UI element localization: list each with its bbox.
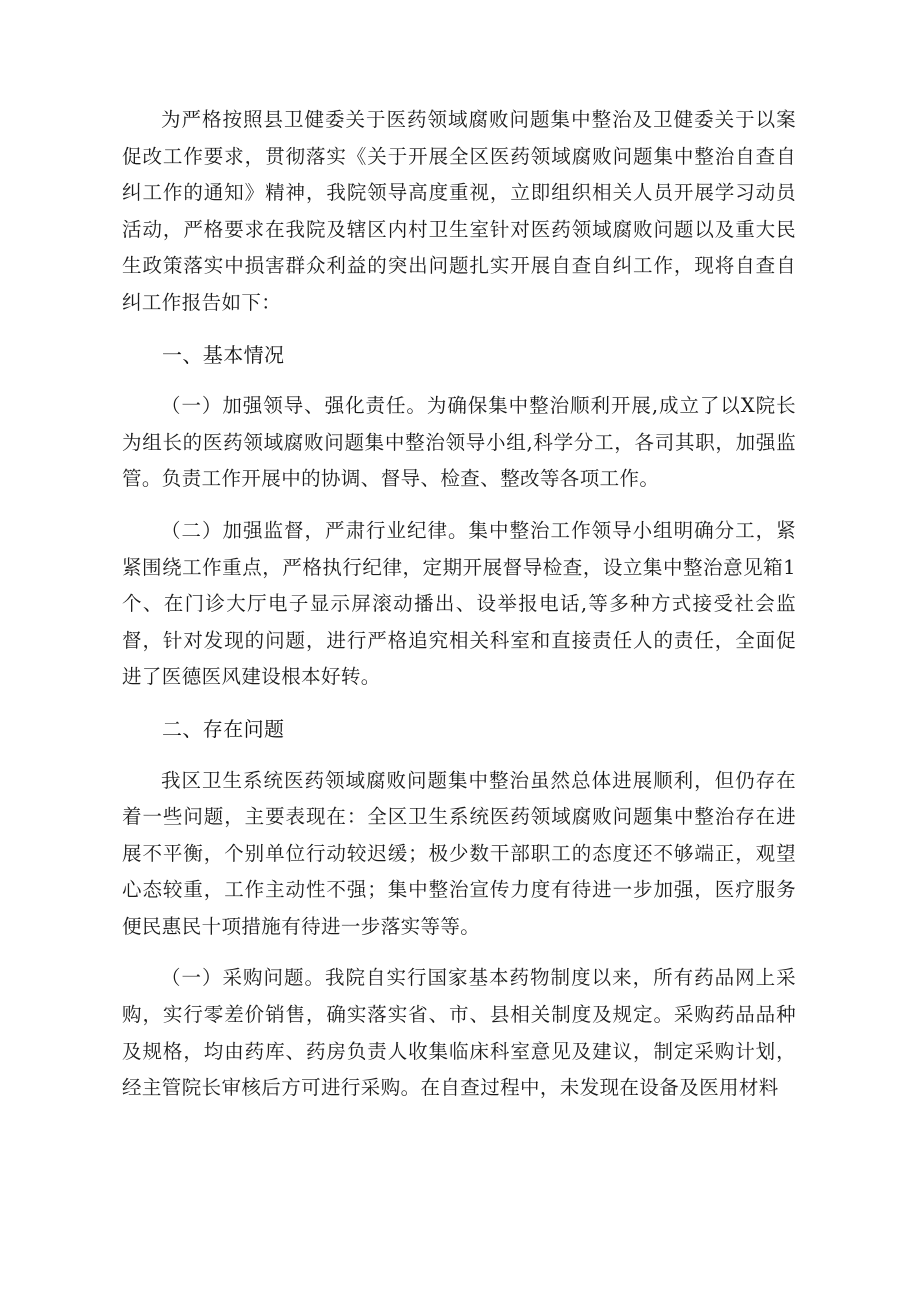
paragraph-procurement: （一）采购问题。我院自实行国家基本药物制度以来，所有药品网上采购，实行零差价销售，确实落实省、市、县相关制度及规定。采购药品品种及规格，均由药库、药房负责人收集临床科室意见及建议，制定采购计划，经主管院长审核后方可进行采购。在自查过程中，未发现在设备及医用材料 bbox=[122, 966, 796, 1100]
paragraph-leadership: （一）加强领导、强化责任。为确保集中整治顺利开展,成立了以X院长为组长的医药领域腐败问题集中整治领导小组,科学分工，各司其职，加强监管。负责工作开展中的协调、督导、检查、整改等各项工作。 bbox=[122, 394, 796, 491]
paragraph-supervision: （二）加强监督，严肃行业纪律。集中整治工作领导小组明确分工，紧紧围绕工作重点，严格执行纪律，定期开展督导检查，设立集中整治意见箱1个、在门诊大厅电子显示屏滚动播出、设举报电话,等多种方式接受社会监督，针对发现的问题，进行严格追究相关科室和直接责任人的责任，全面促进了医德医风建设根本好转。 bbox=[122, 518, 796, 689]
document-body bbox=[122, 102, 796, 1122]
section-heading-basic-situation: 一、基本情况 bbox=[162, 342, 285, 367]
intro-paragraph: 为严格按照县卫健委关于医药领域腐败问题集中整治及卫健委关于以案促改工作要求，贯彻落实《关于开展全区医药领域腐败问题集中整治自查自纠工作的通知》精神，我院领导高度重视，立即组织相关人员开展学习动员活动，严格要求在我院及辖区内村卫生室针对医药领域腐败问题以及重大民生政策落实中损害群众利益的突出问题扎实开展自查自纠工作，现将自查自纠工作报告如下： bbox=[122, 108, 796, 314]
section-heading-existing-problems: 二、存在问题 bbox=[162, 716, 285, 741]
paragraph-problems-overview: 我区卫生系统医药领域腐败问题集中整治虽然总体进展顺利，但仍存在着一些问题，主要表现在：全区卫生系统医药领域腐败问题集中整治存在进展不平衡，个别单位行动较迟缓；极少数干部职工的态度还不够端正，观望心态较重，工作主动性不强；集中整治宣传力度有待进一步加强，医疗服务便民惠民十项措施有待进一步落实等等。 bbox=[122, 768, 796, 938]
